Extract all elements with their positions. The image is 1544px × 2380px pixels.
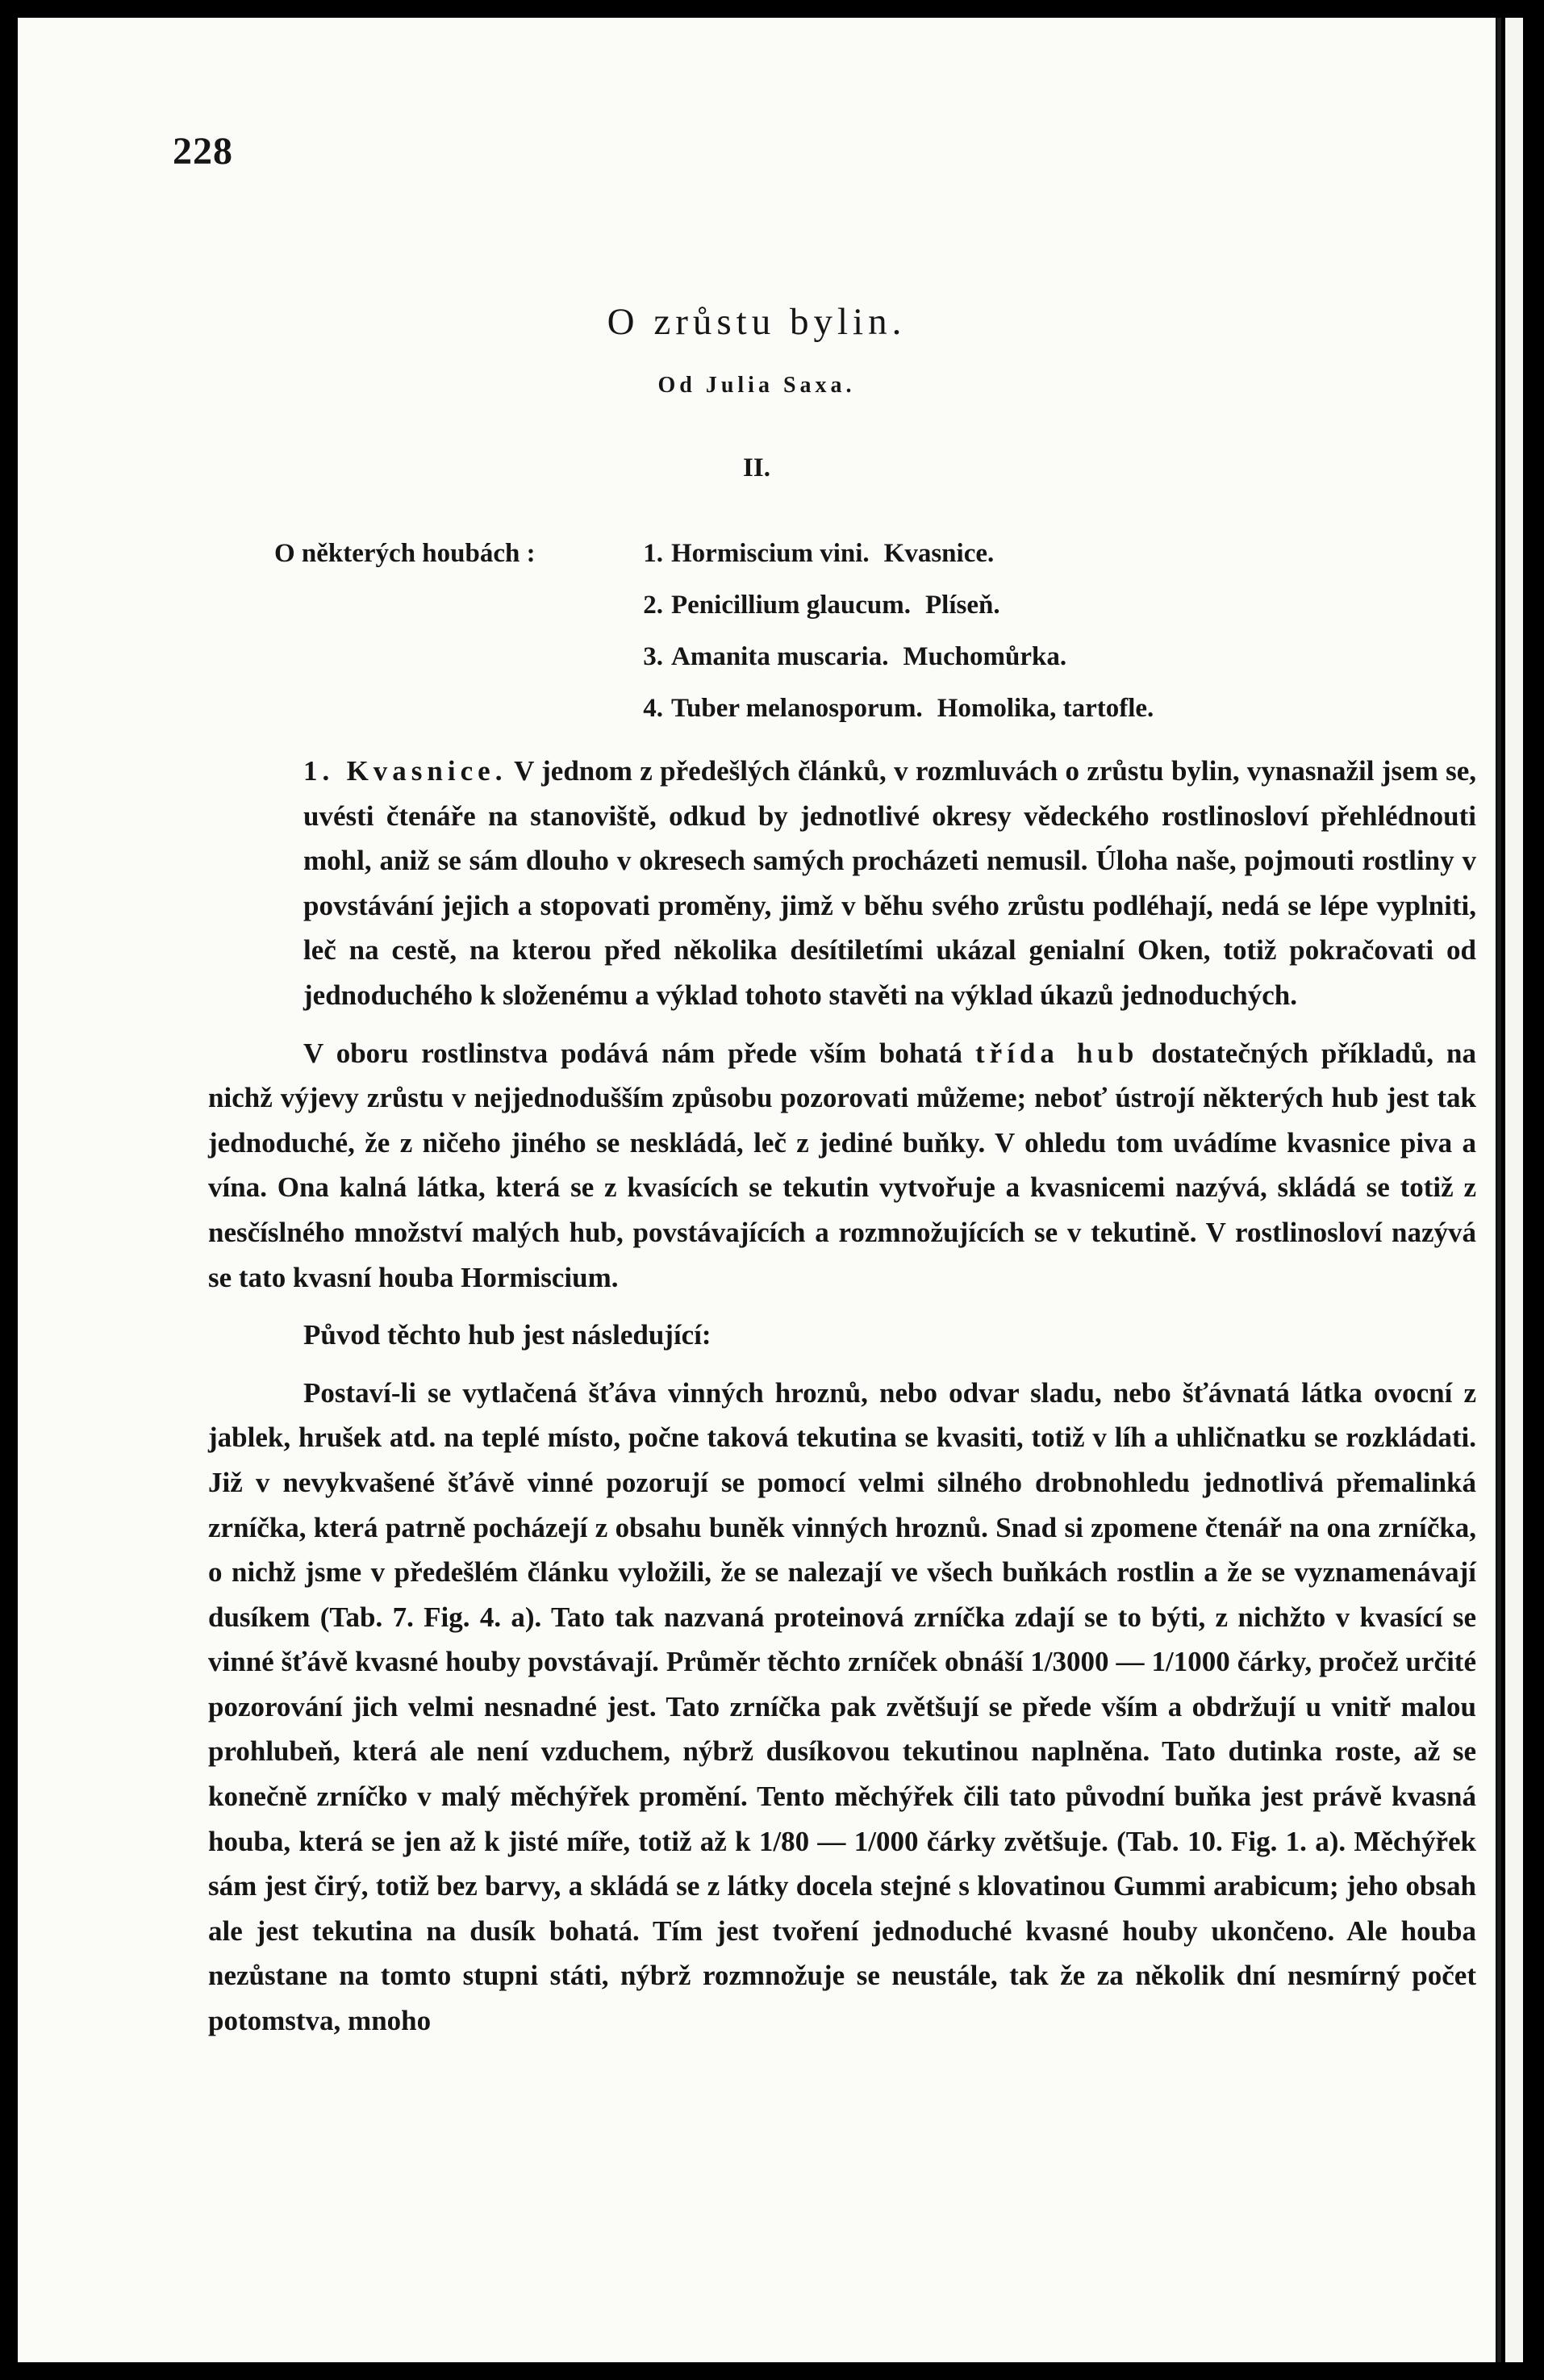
contents-item [626,579,1154,631]
contents-item-number: 3. [643,642,663,671]
body-text [208,749,1476,2056]
contents-item [626,528,1154,579]
contents-item-latin: Penicillium glaucum. [671,591,911,620]
contents-item-czech: Plíseň. [925,591,1000,620]
contents-item [626,683,1154,734]
contents-item [626,631,1154,683]
contents-label: O některých houbách : [274,539,536,568]
contents-item-number: 1. [643,539,663,568]
contents-item-number: 4. [643,694,663,723]
paragraph-text: Původ těchto hub jest následující: [303,1319,711,1351]
contents-item-czech: Kvasnice. [883,539,995,568]
paragraph [208,1313,1476,1358]
paragraph-text: dostatečných příkladů, na nichž výjevy zrůstu v nejjednodušším způsobu pozorovati můžeme; neboť ústrojí některých hub jest tak jednoduché, že z ničeho jiného se neskládá, leč z jediné buňky. V ohledu tom uvádíme kvasnice piva a vína. Ona kalná látka, která se z kvasících se tekutin vytvořuje a kvasnicemi nazývá, skládá se totiž z nesčíslného množství malých hub, povstávajících a rozmnožujících se v tekutině. V rostlinosloví nazývá se tato kvasní houba Hormiscium. [208,1037,1476,1293]
contents-item-latin: Hormiscium vini. [671,539,870,568]
paragraph-text: V oboru rostlinstva podává nám přede vším bohatá [303,1037,976,1069]
book-page [18,18,1496,2362]
paragraph [208,1031,1476,1301]
article-title: O zrůstu bylin. [607,301,907,343]
contents-list [626,528,1154,734]
section-number: II. [743,453,770,482]
binding-edge [1497,18,1501,2362]
paragraph-lead: 1. Kvasnice. [303,755,507,787]
paragraph [208,749,1476,1018]
adjacent-page-edge [1505,18,1523,2362]
contents-item-number: 2. [643,591,663,620]
contents-item-latin: Amanita muscaria. [671,642,889,671]
paragraph-text: V jednom z předešlých článků, v rozmluvách o zrůstu bylin, vynasnažil jsem se, uvésti čtenáře na stanoviště, odkud by jednotlivé okresy vědeckého rostlinosloví přehlédnouti mohl, aniž se sám dlouho v okresech samých procházeti nemusil. Úloha naše, pojmouti rostliny v povstávání jejich a stopovati proměny, jimž v běhu svého zrůstu podléhají, nedá se lépe vyplniti, leč na cestě, na kterou před několika desítiletími ukázal genialní Oken, totiž pokračovati od jednoduchého k složenému a výklad tohoto stavěti na výklad úkazů jednoduchých. [303,755,1477,1011]
author-line: Od Julia Saxa. [657,373,856,398]
paragraph-text: Postaví-li se vytlačená šťáva vinných hroznů, nebo odvar sladu, nebo šťávnatá látka ovocní z jablek, hrušek atd. na teplé místo, počne taková tekutina se kvasiti, totiž v líh a uhličnatku se rozkládati. Již v nevykvašené šťávě vinné pozorují se pomocí velmi silného drobnohledu jednotlivá přemalinká zrníčka, která patrně pocházejí z obsahu buněk vinných hroznů. Snad si zpomene čtenář na ona zrníčka, o nichž jsme v předešlém článku vyložili, že se nalezají ve všech buňkách rostlin a že se vyznamenávají dusíkem (Tab. 7. Fig. 4. a). Tato tak nazvaná proteinová zrníčka zdají se to býti, z nichžto v kvasící se vinné šťávě kvasné houby povstávají. Průměr těchto zrníček obnáší 1/3000 — 1/1000 čárky, pročež určité pozorování jich velmi nesnadné jest. Tato zrníčka pak zvětšují se přede vším a obdržují u vnitř malou prohlubeň, která ale není vzduchem, nýbrž dusíkovou tekutinou naplněna. Tato dutinka roste, až se konečně zrníčko v malý měchýřek promění. Tento měchýřek čili tato původní buňka jest právě kvasná houba, která se jen až k jisté míře, totiž až k 1/80 — 1/000 čárky zvětšuje. (Tab. 10. Fig. 1. a). Měchýřek sám jest čirý, totiž bez barvy, a skládá se z látky docela stejné s klovatinou Gummi arabicum; jeho obsah ale jest tekutina na dusík bohatá. Tím jest tvoření jednoduché kvasné houby ukončeno. Ale houba nezůstane na tomto stupni státi, nýbrž rozmnožuje se neustále, tak že za několik dní nesmírný počet potomstva, mnoho [208,1376,1476,2037]
emphasized-term: třída hub [975,1037,1139,1069]
contents-item-czech: Muchomůrka. [903,642,1067,671]
page-number: 228 [173,130,233,173]
contents-item-latin: Tuber melanosporum. [671,694,923,723]
contents-item-czech: Homolika, tartofle. [937,694,1154,723]
paragraph [208,1371,1476,2044]
